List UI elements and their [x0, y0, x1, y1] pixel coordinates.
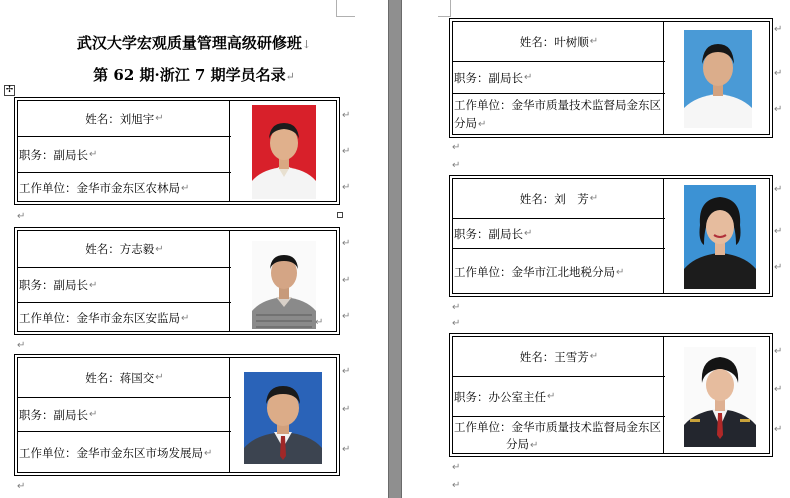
student-position-cell[interactable]: 职务：副局长 ↵ — [18, 398, 231, 432]
student-card — [14, 227, 340, 335]
end-of-row-mark: ↵ — [342, 146, 351, 157]
student-photo-cell[interactable] — [229, 358, 336, 472]
student-photo — [252, 241, 316, 329]
paragraph-mark: ↵ — [315, 317, 324, 328]
student-card-table — [17, 357, 337, 473]
student-card — [14, 97, 340, 205]
end-of-row-mark: ↵ — [774, 346, 783, 357]
student-card-table — [452, 178, 770, 294]
student-name-cell[interactable]: 姓名：叶树顺 ↵ — [453, 22, 665, 62]
paragraph-mark: ↵ — [17, 481, 26, 492]
student-name-cell[interactable]: 姓名：刘旭宇 ↵ — [18, 101, 231, 137]
end-of-row-mark: ↵ — [342, 311, 351, 322]
student-position-cell[interactable]: 职务：办公室主任 ↵ — [453, 377, 665, 417]
paragraph-mark: ↵ — [17, 340, 26, 351]
end-of-row-mark: ↵ — [342, 238, 351, 249]
end-of-row-mark: ↵ — [342, 444, 351, 455]
margin-corner-mark — [336, 0, 355, 17]
end-of-row-mark: ↵ — [774, 424, 783, 435]
paragraph-mark: ↵ — [452, 160, 461, 171]
student-work-unit-cell[interactable]: 工作单位：金华市江北地税分局 ↵ — [454, 265, 625, 279]
table-move-handle[interactable]: ✢ — [5, 85, 14, 95]
end-of-row-mark: ↵ — [774, 68, 783, 79]
document-page-right — [402, 0, 790, 498]
end-of-row-mark: ↵ — [342, 275, 351, 286]
student-position-cell[interactable]: 职务：副局长 ↵ — [18, 137, 231, 173]
student-work-unit-cell[interactable]: 工作单位：金华市金东区农林局 ↵ — [19, 181, 190, 195]
paragraph-mark: ↵ — [17, 211, 26, 222]
student-photo-cell[interactable] — [663, 337, 769, 453]
student-name-cell[interactable]: 姓名：王雪芳 ↵ — [453, 337, 665, 377]
end-of-row-mark: ↵ — [342, 182, 351, 193]
student-work-unit-cell[interactable]: 工作单位：金华市质量技术监督局金东区 分局↵ — [454, 419, 661, 451]
student-photo — [684, 185, 756, 289]
student-photo — [684, 30, 752, 128]
student-photo — [684, 347, 756, 447]
end-of-row-mark: ↵ — [342, 404, 351, 415]
paragraph-mark: ↵ — [452, 480, 461, 491]
student-name-cell[interactable]: 姓名：方志毅 ↵ — [18, 231, 231, 268]
student-work-unit-cell[interactable]: 工作单位：金华市质量技术监督局金东区 分局↵ — [454, 98, 661, 130]
student-photo-cell[interactable] — [229, 231, 336, 331]
student-card-table — [17, 100, 337, 202]
student-card — [14, 354, 340, 476]
student-position-cell[interactable]: 职务：副局长 ↵ — [18, 268, 231, 303]
student-card-table — [17, 230, 337, 332]
student-photo-cell[interactable] — [663, 22, 769, 134]
table-resize-handle[interactable] — [337, 212, 343, 218]
end-of-row-mark: ↵ — [774, 104, 783, 115]
student-card-table — [452, 21, 770, 135]
student-card-table — [452, 336, 770, 454]
document-title-line2: 第 62 期·浙江 7 期学员名录↵ — [93, 66, 295, 84]
document-title-line1: 武汉大学宏观质量管理高级研修班↓ — [76, 34, 312, 52]
paragraph-mark: ↵ — [452, 462, 461, 473]
end-of-row-mark: ↵ — [342, 366, 351, 377]
student-position-cell[interactable]: 职务：副局长 ↵ — [453, 62, 665, 94]
student-photo — [244, 372, 322, 464]
student-name-cell[interactable]: 姓名：蒋国交 ↵ — [18, 358, 231, 398]
paragraph-mark: ↵ — [452, 142, 461, 153]
end-of-row-mark: ↵ — [774, 24, 783, 35]
student-photo-cell[interactable] — [229, 101, 336, 201]
end-of-row-mark: ↵ — [342, 110, 351, 121]
student-card — [449, 18, 773, 138]
student-card — [449, 333, 773, 457]
end-of-row-mark: ↵ — [774, 184, 783, 195]
paragraph-mark: ↵ — [452, 318, 461, 329]
student-position-cell[interactable]: 职务：副局长 ↵ — [453, 219, 665, 249]
student-name-cell[interactable]: 姓名：刘 芳 ↵ — [453, 179, 665, 219]
end-of-row-mark: ↵ — [774, 262, 783, 273]
paragraph-mark: ↵ — [452, 302, 461, 313]
end-of-row-mark: ↵ — [774, 226, 783, 237]
student-photo — [252, 105, 316, 199]
document-page-left — [0, 0, 388, 498]
page-gap — [388, 0, 402, 498]
student-work-unit-cell[interactable]: 工作单位：金华市金东区安监局 ↵ — [19, 311, 190, 325]
margin-corner-mark — [438, 0, 451, 17]
student-photo-cell[interactable] — [663, 179, 769, 293]
student-work-unit-cell[interactable]: 工作单位：金华市金东区市场发展局 ↵ — [19, 446, 213, 460]
end-of-row-mark: ↵ — [774, 384, 783, 395]
student-card — [449, 175, 773, 297]
